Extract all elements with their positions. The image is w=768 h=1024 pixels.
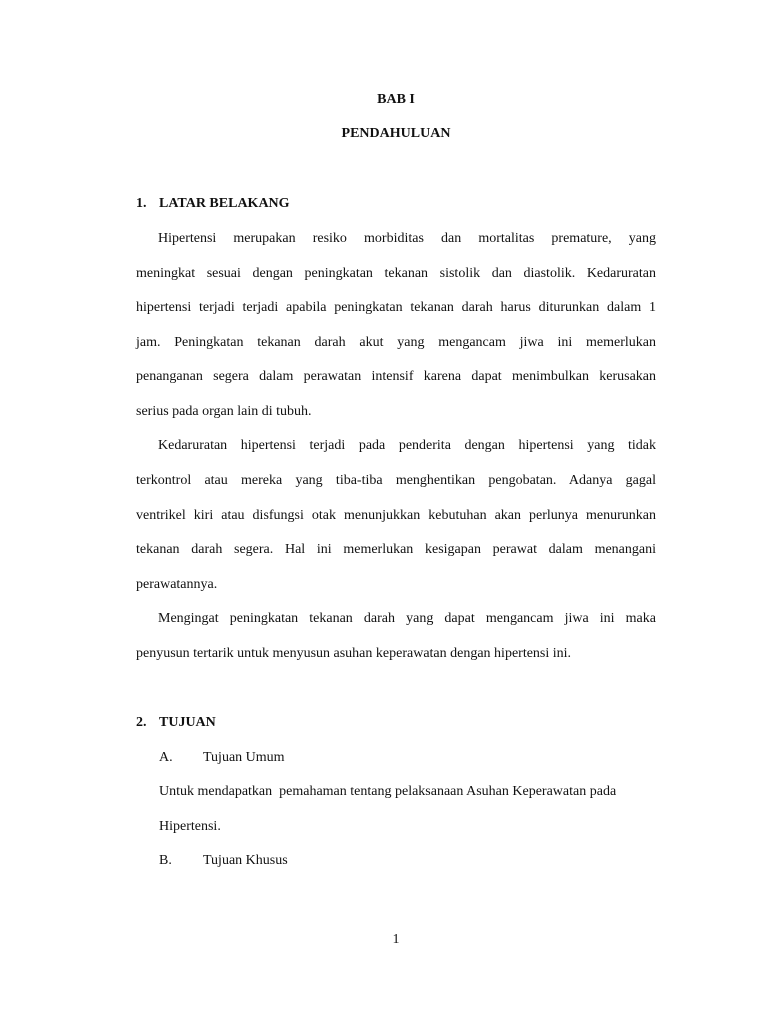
paragraph-line: ventrikel kiri atau disfungsi otak menunjukkan kebutuhan akan perlunya menurunkan (136, 508, 656, 523)
page-number: 1 (392, 932, 400, 947)
paragraph-line: meningkat sesuai dengan peningkatan tekanan sistolik dan diastolik. Kedaruratan (136, 266, 656, 281)
list-item-letter: B. (159, 853, 172, 868)
list-item-label: Tujuan Umum (203, 750, 285, 765)
paragraph-line: Hipertensi merupakan resiko morbiditas dan mortalitas premature, yang (158, 231, 656, 246)
paragraph-line: jam. Peningkatan tekanan darah akut yang mengancam jiwa ini memerlukan (136, 335, 656, 350)
list-item-label: Tujuan Khusus (203, 853, 288, 868)
chapter-title: PENDAHULUAN (341, 126, 451, 141)
paragraph-line: Hipertensi. (159, 819, 221, 834)
paragraph-line: hipertensi terjadi terjadi apabila peningkatan tekanan darah harus diturunkan dalam 1 (136, 300, 656, 315)
paragraph-line: serius pada organ lain di tubuh. (136, 404, 312, 419)
list-item-letter: A. (159, 750, 173, 765)
paragraph-line: perawatannya. (136, 577, 218, 592)
paragraph-line: penanganan segera dalam perawatan intensif karena dapat menimbulkan kerusakan (136, 369, 656, 384)
paragraph-line: Mengingat peningkatan tekanan darah yang dapat mengancam jiwa ini maka (158, 611, 656, 626)
section-1-title: LATAR BELAKANG (159, 196, 290, 211)
section-2-number: 2. (136, 715, 147, 730)
paragraph-line: Untuk mendapatkan pemahaman tentang pelaksanaan Asuhan Keperawatan pada (159, 784, 617, 799)
chapter-label: BAB I (377, 92, 415, 107)
paragraph-line: Kedaruratan hipertensi terjadi pada penderita dengan hipertensi yang tidak (158, 438, 656, 453)
section-2-title: TUJUAN (159, 715, 216, 730)
section-1-number: 1. (136, 196, 147, 211)
paragraph-line: tekanan darah segera. Hal ini memerlukan kesigapan perawat dalam menangani (136, 542, 656, 557)
paragraph-line: terkontrol atau mereka yang tiba-tiba menghentikan pengobatan. Adanya gagal (136, 473, 656, 488)
paragraph-line: penyusun tertarik untuk menyusun asuhan keperawatan dengan hipertensi ini. (136, 646, 572, 661)
